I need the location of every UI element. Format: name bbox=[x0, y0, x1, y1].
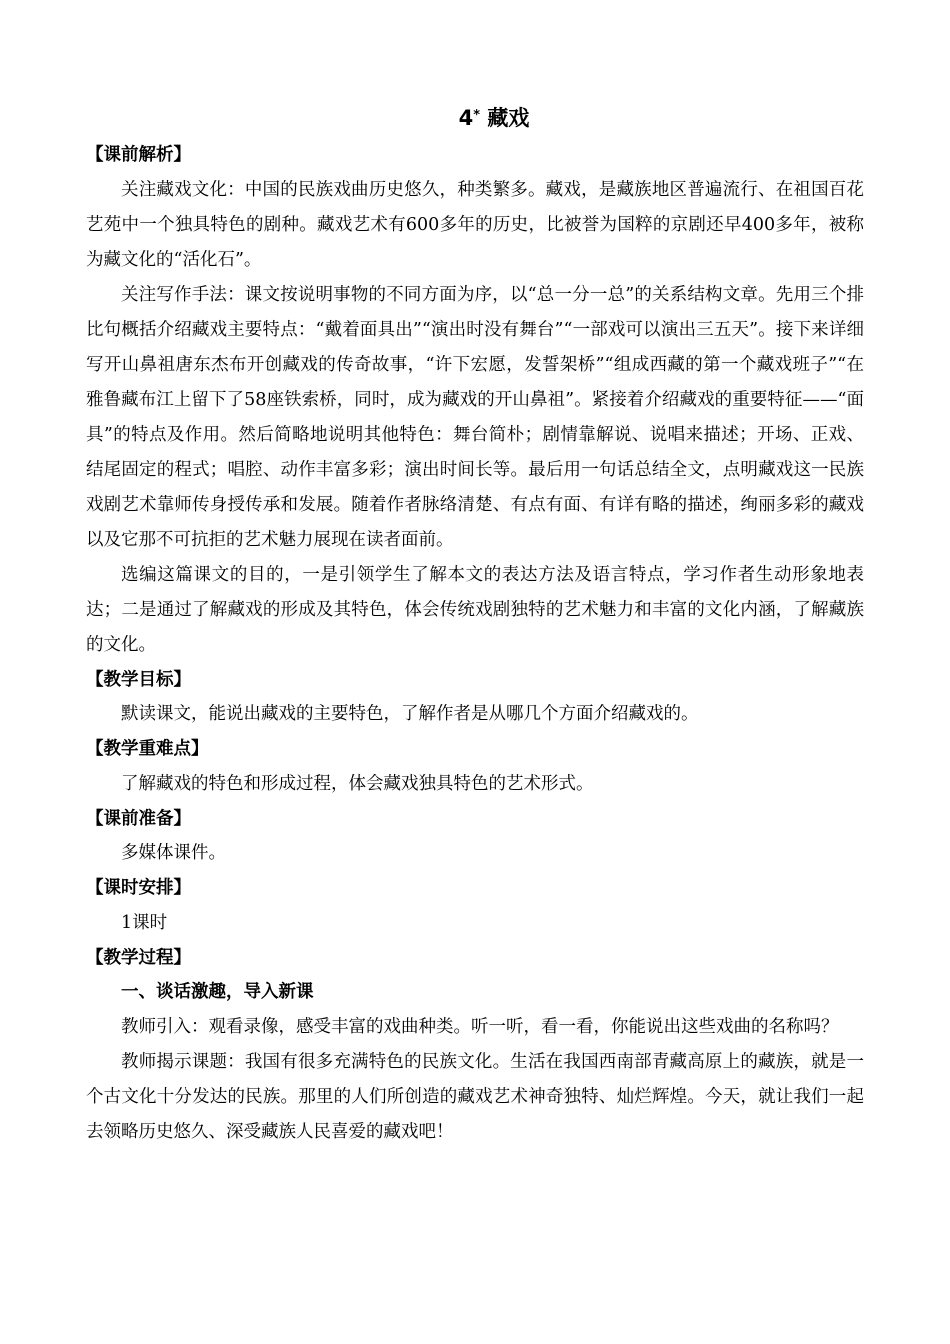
section-preview-analysis bbox=[86, 138, 864, 663]
section-teaching-goals bbox=[86, 663, 864, 733]
section-heading: 【教学重难点】 bbox=[86, 739, 209, 759]
lesson-number: 4 bbox=[458, 106, 474, 130]
section-preparation bbox=[86, 802, 864, 872]
section-heading: 【课时安排】 bbox=[86, 878, 191, 898]
paragraph: 选编这篇课文的目的，一是引领学生了解本文的表达方法及语言特点，学习作者生动形象地表达；二是通过了解藏戏的形成及其特色，体会传统戏剧独特的艺术魅力和丰富的文化内涵，了解藏族的文化。 bbox=[86, 564, 864, 655]
section-heading: 【课前解析】 bbox=[86, 145, 191, 165]
lesson-title-text: 藏戏 bbox=[487, 106, 530, 130]
paragraph: 教师揭示课题：我国有很多充满特色的民族文化。生活在我国西南部青藏高原上的藏族，就是一个古文化十分发达的民族。那里的人们所创造的藏戏艺术神奇独特、灿烂辉煌。今天，就让我们一起去领略历史悠久、深受藏族人民喜爱的藏戏吧！ bbox=[86, 1052, 864, 1142]
paragraph: 关注藏戏文化：中国的民族戏曲历史悠久，种类繁多。藏戏，是藏族地区普遍流行、在祖国百花艺苑中一个独具特色的剧种。藏戏艺术有600多年的历史，比被誉为国粹的京剧还早400多年，被称为藏文化的“活化石”。 bbox=[86, 179, 864, 270]
paragraph: 教师引入：观看录像，感受丰富的戏曲种类。听一听，看一看，你能说出这些戏曲的名称吗？ bbox=[121, 1017, 839, 1037]
page-title bbox=[86, 100, 864, 136]
section-heading: 【教学目标】 bbox=[86, 669, 191, 690]
section-heading: 【教学过程】 bbox=[86, 947, 191, 968]
document-page bbox=[86, 100, 864, 1150]
optional-lesson-mark: * bbox=[473, 108, 481, 123]
section-key-points bbox=[86, 732, 864, 802]
section-heading: 【课前准备】 bbox=[86, 808, 191, 829]
paragraph: 关注写作手法：课文按说明事物的不同方面为序，以“总一分一总”的关系结构文章。先用三个排比句概括介绍藏戏主要特点：“戴着面具出”“演出时没有舞台”“一部戏可以演出三五天”。接下来详细写开山鼻祖唐东杰布开创藏戏的传奇故事，“许下宏愿，发誓架桥”“组成西藏的第一个藏戏班子”“在雅鲁藏布江上留下了58座铁索桥，同时，成为藏戏的开山鼻祖”。紧接着介绍藏戏的重要特征——“面具”的特点及作用。然后简略地说明其他特色：舞台简朴；剧情靠解说、说唱来描述；开场、正戏、结尾固定的程式；唱腔、动作丰富多彩；演出时间长等。最后用一句话总结全文，点明藏戏这一民族戏剧艺术靠师传身授传承和发展。随着作者脉络清楚、有点有面、有详有略的描述，绚丽多彩的藏戏以及它那不可抗拒的艺术魅力展现在读者面前。 bbox=[86, 284, 864, 550]
paragraph: 默读课文，能说出藏戏的主要特色，了解作者是从哪几个方面介绍藏戏的。 bbox=[121, 704, 699, 724]
paragraph: 1课时 bbox=[121, 912, 168, 933]
section-teaching-process bbox=[86, 941, 864, 1151]
section-schedule bbox=[86, 871, 864, 941]
process-step-heading: 一、谈话激趣，导入新课 bbox=[121, 982, 314, 1002]
paragraph: 多媒体课件。 bbox=[121, 843, 226, 863]
paragraph: 了解藏戏的特色和形成过程，体会藏戏独具特色的艺术形式。 bbox=[121, 773, 594, 794]
